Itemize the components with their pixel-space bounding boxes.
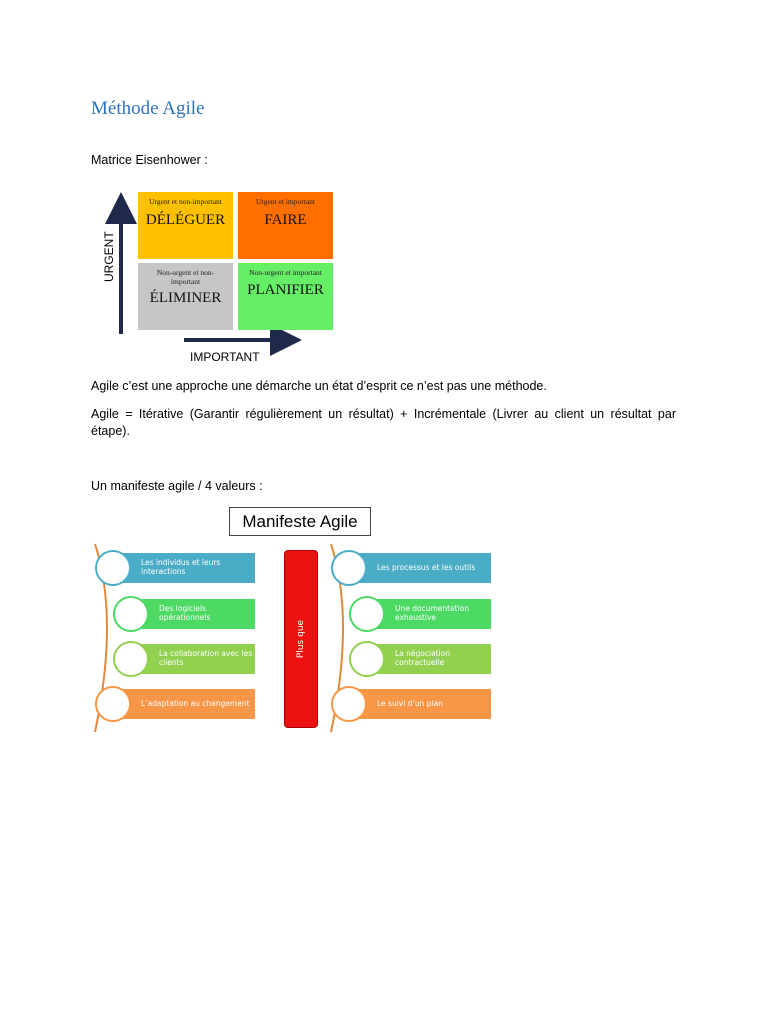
quadrant-subtitle: Non-urgent et non-important [156,268,215,286]
right-value-circle [331,550,367,586]
manifesto-diagram [91,506,501,736]
right-value-circle [349,641,385,677]
right-value-bar [369,644,491,674]
important-axis-label: IMPORTANT [190,350,260,364]
right-value-text: La négociation contractuelle [395,649,451,667]
right-value-bar [369,599,491,629]
quadrant-label: PLANIFIER [247,282,324,298]
quadrant-label: ÉLIMINER [149,290,222,306]
manifesto-title: Manifeste Agile [229,507,371,536]
right-value-text: Une documentation exhaustive [395,604,470,622]
left-value-bar [113,689,255,719]
page-title: Méthode Agile [91,98,205,119]
plus-que-bar [284,550,318,728]
agile-definition: Agile = Itérative (Garantir régulièrement un résultat) + Incrémentale (Livrer au client un résultat par étape). [91,407,676,438]
right-value-bar [349,689,491,719]
quadrant-subtitle: Urgent et important [255,197,315,206]
left-value-text: Les individus et leurs interactions [141,558,221,576]
eisenhower-heading: Matrice Eisenhower : [91,153,208,167]
quadrant-deleguer [138,192,233,259]
left-value-circle [113,641,149,677]
eisenhower-matrix [94,186,340,368]
agile-sentence: Agile c’est une approche une démarche un état d’esprit ce n’est pas une méthode. [91,379,547,393]
right-value-circle [331,686,367,722]
quadrant-faire [238,192,333,259]
plus-que-label: Plus que [296,619,306,659]
left-value-bar [113,553,255,583]
left-value-bar [133,644,255,674]
left-value-text: Des logiciels opérationnels [159,604,211,622]
quadrant-planifier [238,263,333,330]
left-value-bar [133,599,255,629]
quadrant-eliminer [138,263,233,330]
right-value-bar [349,553,491,583]
right-value-text: Les processus et les outils [377,563,476,572]
right-value-circle [349,596,385,632]
quadrant-label: FAIRE [264,212,307,228]
quadrant-subtitle: Non-urgent et important [249,268,322,277]
manifesto-heading: Un manifeste agile / 4 valeurs : [91,479,263,493]
left-value-circle [113,596,149,632]
left-value-circle [95,686,131,722]
left-value-circle [95,550,131,586]
urgent-axis-label: URGENT [102,231,116,282]
left-value-text: L’adaptation au changement [141,699,250,708]
right-value-text: Le suivi d’un plan [377,699,443,708]
left-value-text: La collaboration avec les clients [159,649,253,667]
quadrant-label: DÉLÉGUER [145,212,226,228]
quadrant-subtitle: Urgent et non-important [149,197,222,206]
